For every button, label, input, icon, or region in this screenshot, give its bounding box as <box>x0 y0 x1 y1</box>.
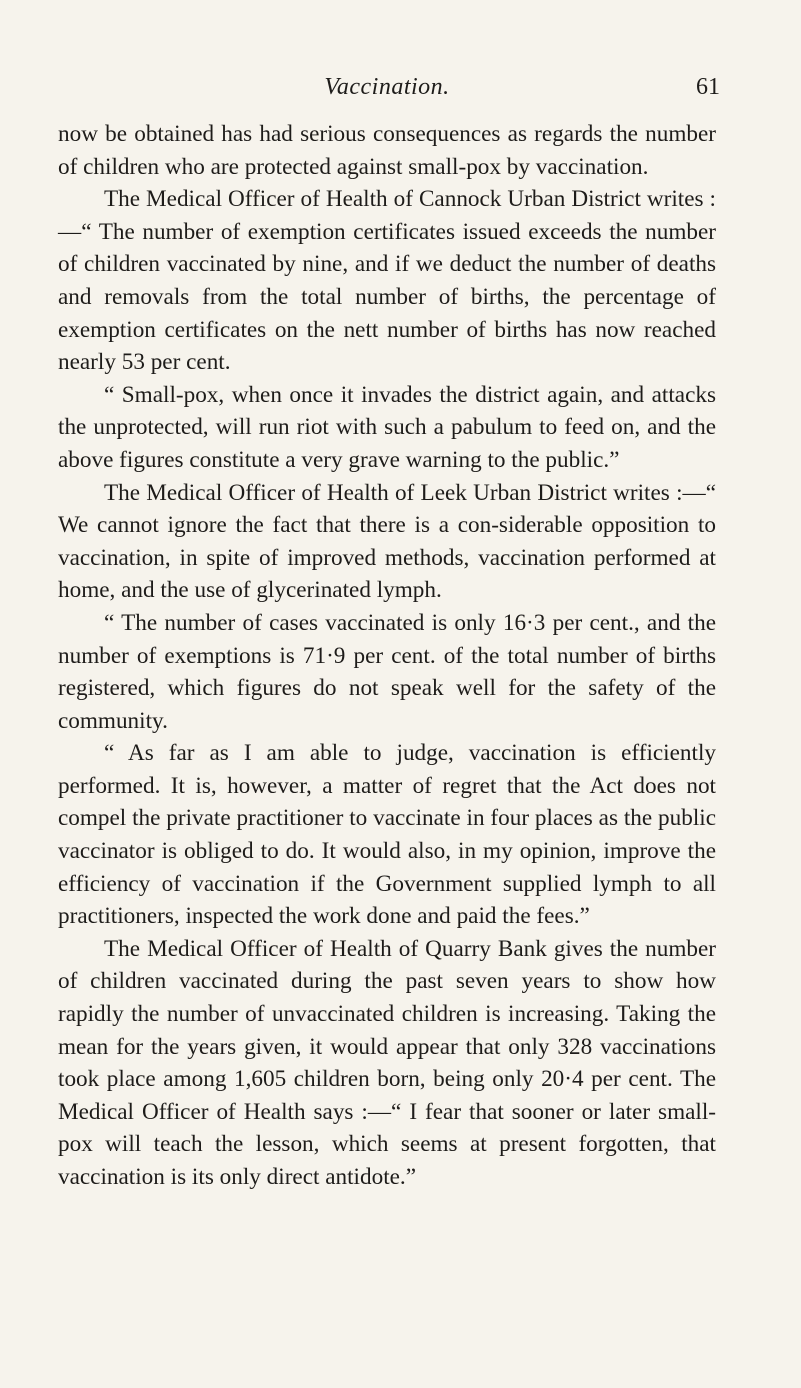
page-header <box>58 74 720 108</box>
running-title: Vaccination. <box>324 74 450 100</box>
paragraph-leek: The Medical Officer of Health of Leek Urban District writes :—“ We cannot ignore the fact that there is a con-siderable opposition to vaccination, in spite of improved methods, vaccination performed at home, and the use of glycerinated lymph. <box>58 479 716 604</box>
paragraph-cannock: The Medical Officer of Health of Cannock Urban District writes :—“ The number of exemption certificates issued exceeds the number of children vaccinated by nine, and if we deduct the number of deaths and removals from the total number of births, the percentage of exemption certificates on the nett number of births has now reached nearly 53 per cent. <box>58 186 716 376</box>
body-text <box>58 118 716 1194</box>
paragraph-continuation: now be obtained has had serious consequences as regards the number of children who are protected against small-pox by vaccination. <box>58 121 716 180</box>
paragraph-leek-opinion: “ As far as I am able to judge, vaccination is efficiently performed. It is, however, a matter of regret that the Act does not compel the private practitioner to vaccinate in four places as the public vaccinator is obliged to do. It would also, in my opinion, improve the efficiency of vaccination if the Government supplied lymph to all practitioners, inspected the work done and paid the fees.” <box>58 740 716 930</box>
paragraph-cannock-quote: “ Small-pox, when once it invades the district again, and attacks the unprotected, will run riot with such a pabulum to feed on, and the above figures constitute a very grave warning to the public.” <box>58 381 716 473</box>
page-number: 61 <box>696 74 720 100</box>
paragraph-quarry-bank: The Medical Officer of Health of Quarry Bank gives the number of children vaccinated during the past seven years to show how rapidly the number of unvaccinated children is increasing. Taking the mean for the years given, it would appear that only 328 vaccinations took place among 1,605 children born, being only 20·4 per cent. The Medical Officer of Health says :—“ I fear that sooner or later small-pox will teach the lesson, which seems at present forgotten, that vaccination is its only direct antidote.” <box>58 935 716 1190</box>
paragraph-leek-figures: “ The number of cases vaccinated is only 16·3 per cent., and the number of exemptions is 71·9 per cent. of the total number of births registered, which figures do not speak well for the safety of the community. <box>58 609 716 734</box>
